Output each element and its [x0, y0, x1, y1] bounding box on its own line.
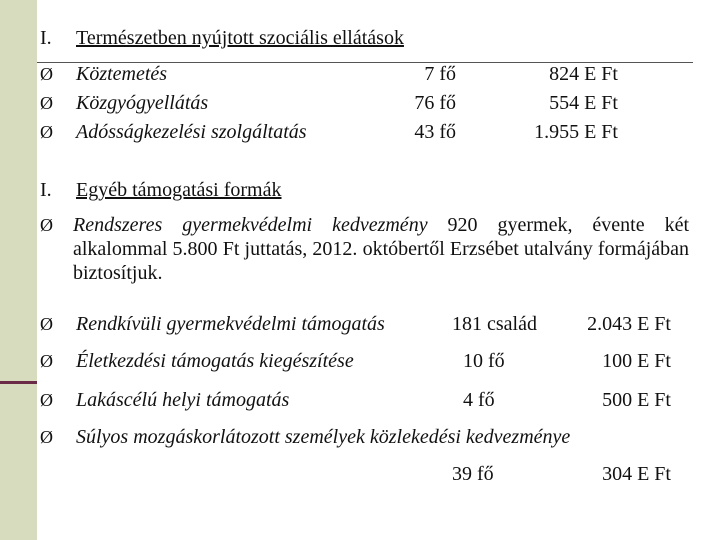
- bullet-arrow-icon: Ø: [40, 64, 53, 84]
- item-count: 181 család: [452, 313, 537, 335]
- section-1-number: I.: [40, 27, 52, 49]
- sidebar-accent-line: [0, 381, 37, 384]
- item-amount: 100 E Ft: [602, 350, 671, 372]
- item-amount: 1.955 E Ft: [534, 121, 618, 143]
- item-count: 43 fő: [414, 121, 456, 143]
- item-count: 4 fő: [463, 389, 495, 411]
- item-amount: 824 E Ft: [549, 63, 618, 85]
- paragraph-child-benefit: [73, 213, 689, 285]
- item-label: Életkezdési támogatás kiegészítése: [76, 350, 354, 372]
- item-label: Rendszeres gyermekvédelmi kedvezmény: [73, 214, 428, 236]
- item-count: 39 fő: [452, 463, 494, 485]
- section-1-title: Természetben nyújtott szociális ellátások: [76, 27, 404, 49]
- item-label: Súlyos mozgáskorlátozott személyek közlekedési kedvezménye: [76, 426, 571, 448]
- bullet-arrow-icon: Ø: [40, 215, 53, 235]
- bullet-arrow-icon: Ø: [40, 351, 53, 371]
- section-2-title: Egyéb támogatási formák: [76, 179, 282, 201]
- item-label: Adósságkezelési szolgáltatás: [76, 121, 307, 143]
- bullet-arrow-icon: Ø: [40, 390, 53, 410]
- item-description: 920 gyermek, évente két alkalommal 5.800 Ft juttatás, 2012. októbertől Erzsébet utalvány formájában biztosítjuk.: [73, 214, 690, 284]
- item-label: Rendkívüli gyermekvédelmi támogatás: [76, 313, 385, 335]
- item-amount: 2.043 E Ft: [587, 313, 671, 335]
- section-2-number: I.: [40, 179, 52, 201]
- item-label: Közgyógyellátás: [76, 92, 209, 114]
- bullet-arrow-icon: Ø: [40, 427, 53, 447]
- bullet-arrow-icon: Ø: [40, 314, 53, 334]
- item-label: Lakáscélú helyi támogatás: [76, 389, 290, 411]
- item-count: 76 fő: [414, 92, 456, 114]
- bullet-arrow-icon: Ø: [40, 122, 53, 142]
- bullet-arrow-icon: Ø: [40, 93, 53, 113]
- item-count: 10 fő: [463, 350, 505, 372]
- item-amount: 554 E Ft: [549, 92, 618, 114]
- item-label: Köztemetés: [76, 63, 168, 85]
- item-amount: 304 E Ft: [602, 463, 671, 485]
- item-amount: 500 E Ft: [602, 389, 671, 411]
- item-count: 7 fő: [424, 63, 456, 85]
- decorative-sidebar: [0, 0, 37, 540]
